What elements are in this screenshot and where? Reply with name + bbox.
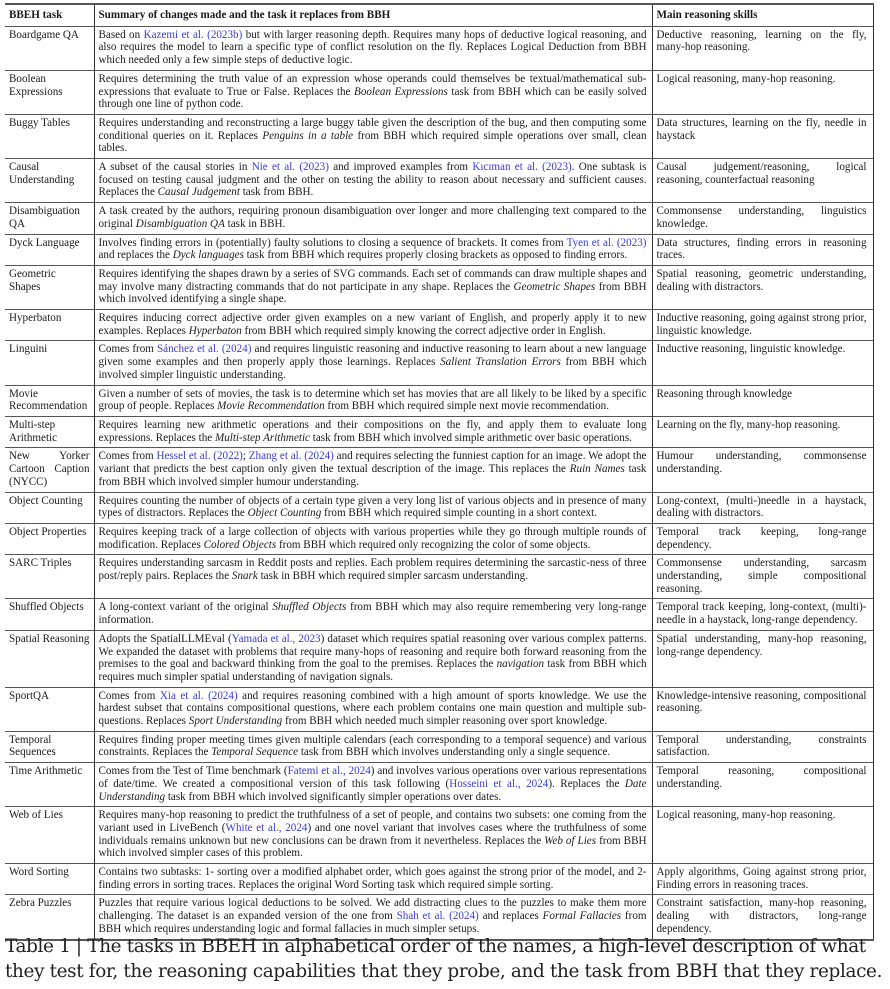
summary-text: from BBH which involved identifying a single shape. [98,280,647,306]
task-name-cell: Temporal Sequences [9,733,56,759]
task-name-cell: Movie Recommendation [9,387,88,413]
summary-text: from BBH which required only recognizing the color of some objects. [276,538,591,551]
summary-cell [94,895,652,940]
bbh-task-name: Movie Recommendation [217,400,325,413]
bbh-task-name: Snark [231,570,258,583]
table-row [5,70,873,114]
skills-cell: Knowledge-intensive reasoning, compositional reasoning. [652,687,873,731]
bbh-task-name: Boolean Expressions [354,85,448,98]
table-row [5,114,873,158]
summary-cell [94,265,652,309]
table-header-row [5,4,873,26]
bbh-task-name: Disambiguation QA [135,217,225,230]
task-name-cell: Geometric Shapes [9,267,56,293]
task-name-cell: Object Properties [9,525,87,538]
table-caption: Table 1 | The tasks in BBEH in alphabetical order of the names, a high-level description of what they test for, the reasoning capabilities that they probe, and the task from BBH that they replace. [5,936,883,982]
summary-cell [94,492,652,523]
summary-text: Given a number of sets of movies, the task is to determine which set has movies that are all likely to be liked by a specific group of people. Replaces [98,387,647,413]
summary-text: Comes from [98,689,160,702]
citation-link[interactable]: Sánchez et al. (2024) [156,343,252,356]
summary-text: task from BBH. [239,186,314,199]
skills-cell: Logical reasoning, many-hop reasoning. [652,807,873,864]
table-row [5,630,873,687]
table-row [5,731,873,762]
summary-text: Requires counting the number of objects of a certain type given a very long list of various objects and in presence of many types of distractors. Replaces the [98,494,647,520]
summary-cell [94,807,652,864]
skills-cell: Apply algorithms, Going against strong prior, Finding errors in reasoning traces. [652,864,873,895]
summary-text: Adopts the SpatialLLMEval ( [98,632,232,645]
bbh-task-name: Formal Fallacies [542,910,622,923]
table-row [5,234,873,265]
table-row [5,341,873,385]
summary-text: task in BBH. [224,217,286,230]
citation-link[interactable]: Hosseini et al., 2024 [449,777,549,790]
summary-text: Comes from the Test of Time benchmark ( [98,765,288,778]
table-container [5,3,873,941]
skills-cell: Temporal understanding, constraints satisfaction. [652,731,873,762]
table-row [5,523,873,554]
skills-cell: Reasoning through knowledge [652,385,873,416]
task-name-cell: Boardgame QA [9,28,79,41]
skills-cell: Data structures, learning on the fly, needle in haystack [652,114,873,158]
task-name-cell: Time Arithmetic [9,765,83,778]
summary-text: Requires finding proper meeting times given multiple calendars (each corresponding to a temporal sequence) and various constraints. Replaces the [98,733,647,759]
bbh-task-name: navigation [496,658,545,671]
task-name-cell: Linguini [9,343,48,356]
skills-cell: Inductive reasoning, linguistic knowledge. [652,341,873,385]
task-name-cell: Multi-step Arithmetic [9,418,58,444]
skills-cell: Spatial reasoning, geometric understanding, dealing with distractors. [652,265,873,309]
skills-cell: Temporal track keeping, long-range dependency. [652,523,873,554]
summary-text: . One subtask is focused on testing causal judgment and the other on testing the ability to reason about necessary and sufficient causes. Replaces the [98,161,647,199]
summary-cell [94,731,652,762]
summary-text: A subset of the causal stories in [98,161,252,174]
summary-cell [94,310,652,341]
summary-text: ) and one novel variant that involves cases where the truthfulness of some individuals remains unknown but new conclusions can be drawn from it nevertheless. Replaces the [98,821,647,847]
table-row [5,265,873,309]
summary-cell [94,599,652,630]
bbh-task-name: Geometric Shapes [513,280,596,293]
task-name-cell: SportQA [9,689,50,702]
task-name-cell: Word Sorting [9,866,69,879]
bbh-task-name: Temporal Sequence [211,746,299,759]
bbh-task-name: Causal Judgement [157,186,240,199]
citation-link[interactable]: Zhang et al. (2024) [248,450,334,463]
task-name-cell: Object Counting [9,494,83,507]
bbh-task-name: Sport Understanding [188,715,283,728]
table-row [5,687,873,731]
summary-cell [94,864,652,895]
table-row [5,555,873,599]
table-row [5,864,873,895]
summary-cell [94,203,652,234]
table-row [5,416,873,447]
bbh-task-name: Dyck languages [172,249,244,262]
summary-cell [94,159,652,203]
citation-link[interactable]: Shah et al. (2024) [396,910,479,923]
summary-text: Involves finding errors in (potentially) faulty solutions to closing a sequence of brackets. It comes from [98,236,567,249]
summary-text: from BBH which needed much simpler reasoning over sport knowledge. [282,715,608,728]
summary-text: task from BBH which involves understanding only a single sequence. [298,746,611,759]
summary-text: Requires determining the truth value of an expression whose operands could themselves be textual/mathematical sub-expressions that evaluate to True or False. Replaces the [98,72,647,98]
summary-text: Requires many-hop reasoning to predict the truthfulness of a set of people, and contains two subsets: one coming from the variant used in LiveBench ( [98,809,647,834]
summary-cell [94,114,652,158]
task-name-cell: Causal Understanding [9,161,75,186]
bbh-task-name: Colored Objects [203,538,277,551]
summary-text: and replaces [478,910,543,923]
skills-cell: Spatial understanding, many-hop reasoning, long-range dependency. [652,630,873,687]
summary-cell [94,630,652,687]
skills-cell: Commonsense understanding, sarcasm understanding, simple compositional reasoning. [652,555,873,599]
summary-text: task from BBH which involved simple arithmetic over basic operations. [309,431,632,444]
skills-cell: Logical reasoning, many-hop reasoning. [652,70,873,114]
summary-text: Requires understanding and reconstructing a large buggy table given the description of the bug, and then computing some conditional queries on it. Replaces [98,116,647,142]
summary-text: and requires selecting the funniest caption for an image. We adopt the variant that predicts the best caption only given the textual description of the image. This replaces the [98,450,647,476]
summary-cell [94,234,652,265]
summary-text: task from BBH which involved simpler humour understanding. [98,463,647,488]
summary-text: Comes from [98,450,157,463]
skills-cell: Temporal track keeping, long-context, (multi)-needle in a haystack, long-range dependency. [652,599,873,630]
summary-text: ) and involves various operations over various representations of date/time. We created a compositional version of this task following ( [98,765,647,790]
citation-link[interactable]: Kıcıman et al. (2023) [472,161,572,174]
summary-text: from BBH which involved simpler cases of this problem. [98,834,647,860]
summary-text: A long-context variant of the original [98,601,273,614]
summary-cell [94,763,652,807]
citation-link[interactable]: Fatemi et al., 2024 [287,765,371,778]
summary-text: Requires keeping track of a large collection of objects with various properties while they go through multiple rounds of modification. Replaces [98,525,647,551]
table-row [5,310,873,341]
table-row [5,203,873,234]
citation-link[interactable]: White et al., 2024 [225,821,308,834]
bbh-task-name: Web of Lies [544,834,597,847]
citation-link[interactable]: Tyen et al. (2023) [566,236,647,249]
summary-text: task from BBH which requires much simpler spatial understanding of navigation signals. [98,658,647,683]
task-name-cell: Shuffled Objects [9,601,84,614]
skills-cell: Long-context, (multi-)needle in a haystack, dealing with distractors. [652,492,873,523]
task-name-cell: Buggy Tables [9,116,70,129]
summary-text: Requires learning new arithmetic operations and their compositions on the fly, and apply them to evaluate long expressions. Replaces the [98,418,647,444]
task-name-cell: SARC Triples [9,557,72,570]
task-name-cell: Disambiguation QA [9,205,80,230]
bbh-task-name: Ruin Names [569,463,625,476]
table-row [5,448,873,492]
task-name-cell: Spatial Reasoning [9,632,90,645]
citation-link[interactable]: Nie et al. (2023) [251,161,329,174]
citation-link[interactable]: Yamada et al., 2023 [231,632,321,645]
skills-cell: Inductive reasoning, going against strong prior, linguistic knowledge. [652,310,873,341]
skills-cell: Temporal reasoning, compositional understanding. [652,763,873,807]
bbh-task-name: Multi-step Arithmetic [214,431,310,444]
citation-link[interactable]: Xia et al. (2024) [159,689,238,702]
summary-text: ; [242,450,249,463]
summary-text: from BBH which may also require remembering very long-range information. [98,601,647,627]
skills-cell: Causal judgement/reasoning, logical reasoning, counterfactual reasoning [652,159,873,203]
summary-text: Requires inducing correct adjective order given examples on a new variant of English, and properly apply it to new examples. Replaces [98,312,647,337]
header-skills: Main reasoning skills [652,4,873,26]
summary-text: Puzzles that require various logical deductions to be solved. We add distracting clues to the puzzles to make them more challenging. The dataset is an expanded version of the one from [98,897,647,923]
task-name-cell: New Yorker Cartoon Caption (NYCC) [9,450,90,488]
bbh-task-name: Object Counting [247,507,322,520]
summary-text: and requires reasoning combined with a high amount of sports knowledge. We use the hardest subset that contains compositional questions, where each problem contains one main question and multiple sub-questions. Replaces [98,689,647,728]
bbh-task-name: Hyperbaton [188,324,242,337]
summary-cell [94,70,652,114]
table-row [5,599,873,630]
summary-text: task from BBH which involved significantly simpler operations over dates. [165,790,502,803]
table-body [5,26,873,939]
summary-cell [94,687,652,731]
summary-text: ) dataset which requires spatial reasoning over various complex patterns. We expanded the dataset with problems that require many-hops of reasoning and require both forward reasoning from the premises to the goal and backward thinking from the goal to the premises. Replaces the [98,632,647,671]
summary-text: from BBH which required simply knowing the correct adjective order in English. [241,324,606,337]
skills-cell: Data structures, finding errors in reasoning traces. [652,234,873,265]
bbeh-tasks-table [5,3,874,941]
summary-cell [94,385,652,416]
table-row [5,26,873,70]
table-row [5,895,873,940]
summary-text: from BBH which required simple operations over small, clean tables. [98,129,647,155]
summary-cell [94,555,652,599]
table-row [5,385,873,416]
citation-link[interactable]: Hessel et al. (2022) [156,450,243,463]
summary-text: A task created by the authors, requiring pronoun disambiguation over longer and more challenging text compared to the original [98,205,647,230]
bbh-task-name: Salient Translation Errors [440,356,561,369]
summary-cell [94,26,652,70]
summary-text: and improved examples from [328,161,473,174]
skills-cell: Constraint satisfaction, many-hop reasoning, dealing with distractors, long-range dependency. [652,895,873,940]
summary-text: but with larger reasoning depth. Requires many hops of deductive logical reasoning, and also requires the model to learn a specific type of conflict resolution on the fly. Replaces Logical Deduction from BBH which needed only a few simple steps of deductive logic. [98,28,647,67]
table-row [5,492,873,523]
summary-text: Requires identifying the shapes drawn by a series of SVG commands. Each set of commands can draw multiple shapes and may involve many distracting commands that do not participate in any shape. Replaces the [98,267,647,293]
task-name-cell: Zebra Puzzles [9,897,72,910]
header-summary: Summary of changes made and the task it replaces from BBH [94,4,652,26]
table-row [5,807,873,864]
bbh-task-name: Shuffled Objects [272,601,347,614]
summary-text: and requires linguistic reasoning and inductive reasoning to learn about a new language given some examples and then properly apply those learnings. Replaces [98,343,647,369]
table-row [5,763,873,807]
summary-text: Based on [98,28,144,41]
summary-cell [94,448,652,492]
summary-text: Contains two subtasks: 1- sorting over a modified alphabet order, which goes against the strong prior of the model, and 2- finding errors in sorting traces. Replaces the original Word Sorting task which required simple sorting. [98,866,647,891]
header-task: BBEH task [9,9,63,21]
table-row [5,159,873,203]
task-name-cell: Hyperbaton [9,312,62,325]
skills-cell: Deductive reasoning, learning on the fly, many-hop reasoning. [652,26,873,70]
summary-text: from BBH which required simple counting in a short context. [321,507,598,520]
summary-text: task from BBH which requires properly closing brackets as opposed to finding errors. [243,249,628,262]
summary-text: Requires understanding sarcasm in Reddit posts and replies. Each problem requires determining the sarcastic-ness of three post/reply pairs. Replaces the [98,557,647,583]
summary-text: ). Replaces the [548,777,625,790]
skills-cell: Learning on the fly, many-hop reasoning. [652,416,873,447]
bbh-task-name: Penguins in a table [262,129,354,142]
summary-text: from BBH which involved simpler linguistic understanding. [98,356,647,381]
summary-text: Comes from [98,343,157,356]
task-name-cell: Dyck Language [9,236,80,249]
task-name-cell: Web of Lies [9,809,63,822]
summary-text: task from BBH which can be easily solved through one line of python code. [98,85,647,111]
skills-cell: Commonsense understanding, linguistics knowledge. [652,203,873,234]
summary-cell [94,341,652,385]
skills-cell: Humour understanding, commonsense understanding. [652,448,873,492]
summary-cell [94,416,652,447]
summary-cell [94,523,652,554]
summary-text: from BBH which required simple next movie recommendation. [324,400,609,413]
summary-text: from BBH which requires understanding logic and formal fallacies in much simpler setups. [98,910,647,935]
summary-text: and replaces the [98,249,173,262]
summary-text: task in BBH which required simpler sarcasm understanding. [257,570,528,583]
bbh-task-name: Date Understanding [98,777,647,803]
citation-link[interactable]: Kazemi et al. (2023b) [143,28,243,41]
task-name-cell: Boolean Expressions [9,72,63,98]
